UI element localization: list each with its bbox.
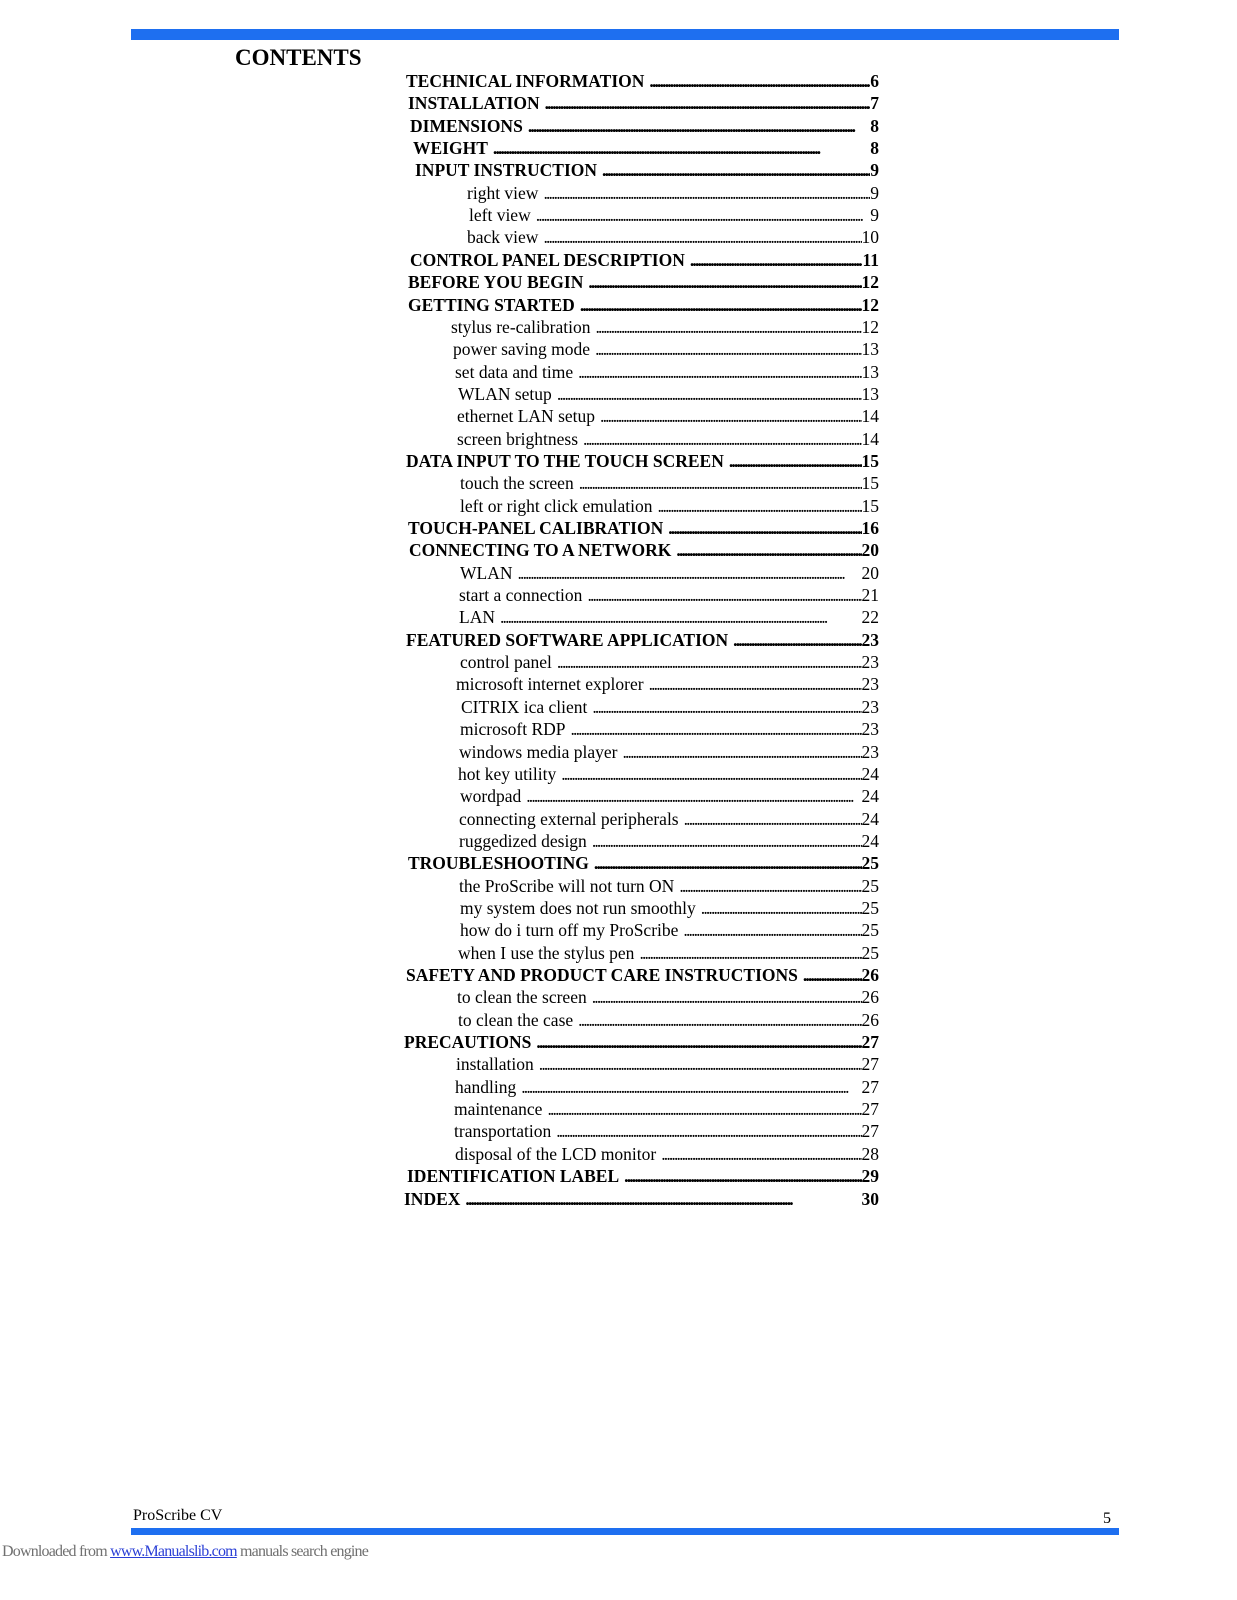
contents-heading: CONTENTS bbox=[235, 45, 362, 70]
toc-entry-page: 23 bbox=[861, 741, 879, 762]
toc-dot-leader bbox=[594, 852, 862, 874]
toc-entry-page: 16 bbox=[861, 518, 879, 538]
toc-dot-leader bbox=[624, 1165, 861, 1187]
toc-dot-leader bbox=[733, 629, 861, 651]
toc-dot-leader bbox=[639, 942, 861, 964]
toc-entry-title: LAN bbox=[459, 607, 495, 628]
toc-entry[interactable] bbox=[410, 249, 879, 271]
toc-entry-title: IDENTIFICATION LABEL bbox=[407, 1166, 620, 1187]
toc-entry[interactable] bbox=[406, 964, 879, 986]
toc-entry-title: DATA INPUT TO THE TOUCH SCREEN bbox=[406, 450, 724, 471]
toc-entry[interactable] bbox=[458, 942, 879, 964]
toc-entry[interactable] bbox=[461, 696, 879, 718]
toc-dot-leader bbox=[649, 673, 862, 695]
toc-dot-leader bbox=[729, 450, 862, 472]
toc-entry-title: to clean the case bbox=[458, 1009, 574, 1030]
footer-page-number: 5 bbox=[1103, 1510, 1111, 1527]
toc-entry[interactable] bbox=[460, 495, 879, 517]
toc-dot-leader bbox=[500, 606, 862, 628]
toc-dot-leader bbox=[539, 1053, 862, 1075]
toc-entry[interactable] bbox=[455, 1076, 879, 1098]
toc-entry[interactable] bbox=[459, 875, 879, 897]
toc-dot-leader bbox=[580, 294, 862, 316]
toc-entry[interactable] bbox=[460, 919, 879, 941]
toc-dot-leader bbox=[595, 338, 861, 360]
toc-dot-leader bbox=[583, 428, 861, 450]
toc-entry-page: 24 bbox=[861, 830, 879, 851]
toc-entry[interactable] bbox=[408, 294, 879, 316]
toc-entry[interactable] bbox=[458, 763, 879, 785]
toc-dot-leader bbox=[547, 1098, 861, 1120]
toc-entry-page: 23 bbox=[861, 652, 879, 673]
toc-entry-title: ethernet LAN setup bbox=[457, 406, 596, 427]
toc-entry-title: SAFETY AND PRODUCT CARE INSTRUCTIONS bbox=[406, 965, 798, 985]
toc-entry-page: 9 bbox=[870, 160, 879, 181]
toc-entry-page: 12 bbox=[861, 316, 879, 337]
toc-entry[interactable] bbox=[408, 517, 879, 539]
toc-dot-leader bbox=[465, 1188, 861, 1210]
toc-entry-title: BEFORE YOU BEGIN bbox=[408, 272, 584, 293]
toc-entry-title: INPUT INSTRUCTION bbox=[415, 160, 598, 181]
toc-entry[interactable] bbox=[457, 428, 879, 450]
toc-dot-leader bbox=[679, 875, 861, 897]
toc-dot-leader bbox=[649, 70, 870, 92]
toc-entry-page: 6 bbox=[870, 71, 879, 91]
toc-entry-title: INSTALLATION bbox=[408, 93, 540, 114]
toc-dot-leader bbox=[661, 1143, 861, 1165]
toc-entry-page: 23 bbox=[861, 674, 879, 695]
toc-entry[interactable] bbox=[469, 204, 879, 226]
header-rule bbox=[131, 29, 1119, 40]
toc-entry-page: 30 bbox=[861, 1188, 879, 1209]
toc-entry-title: set data and time bbox=[455, 361, 574, 382]
toc-entry[interactable] bbox=[459, 584, 879, 606]
toc-entry[interactable] bbox=[406, 450, 879, 472]
toc-entry-title: back view bbox=[467, 227, 539, 248]
toc-entry-title: TECHNICAL INFORMATION bbox=[406, 71, 645, 91]
toc-entry-page: 20 bbox=[861, 540, 879, 561]
toc-entry-page: 26 bbox=[861, 987, 879, 1008]
toc-entry-page: 12 bbox=[861, 272, 879, 293]
toc-entry[interactable] bbox=[456, 673, 879, 695]
toc-dot-leader bbox=[592, 830, 862, 852]
toc-entry[interactable] bbox=[457, 986, 879, 1008]
toc-entry-page: 24 bbox=[861, 786, 879, 807]
toc-entry[interactable] bbox=[406, 70, 879, 92]
toc-entry-title: right view bbox=[467, 182, 539, 203]
toc-dot-leader bbox=[543, 182, 870, 204]
toc-entry[interactable] bbox=[455, 1143, 879, 1165]
toc-entry-title: wordpad bbox=[460, 786, 522, 807]
toc-entry-title: CONNECTING TO A NETWORK bbox=[409, 540, 672, 561]
toc-entry[interactable] bbox=[454, 1098, 879, 1120]
toc-entry[interactable] bbox=[459, 741, 879, 763]
toc-entry-title: hot key utility bbox=[458, 763, 557, 784]
toc-entry-title: transportation bbox=[454, 1121, 552, 1142]
toc-entry[interactable] bbox=[460, 718, 879, 740]
toc-entry-title: windows media player bbox=[459, 741, 618, 762]
toc-entry-title: microsoft RDP bbox=[460, 719, 566, 740]
toc-dot-leader bbox=[521, 1076, 861, 1098]
toc-entry-page: 25 bbox=[861, 875, 879, 896]
toc-dot-leader bbox=[578, 1009, 861, 1031]
toc-dot-leader bbox=[683, 919, 861, 941]
toc-entry[interactable] bbox=[460, 897, 879, 919]
toc-entry-title: WEIGHT bbox=[413, 138, 488, 159]
toc-dot-leader bbox=[622, 741, 861, 763]
toc-entry-page: 27 bbox=[861, 1032, 879, 1053]
toc-entry-title: maintenance bbox=[454, 1099, 543, 1120]
toc-entry[interactable] bbox=[404, 1188, 879, 1210]
toc-dot-leader bbox=[668, 517, 861, 539]
toc-entry-title: TROUBLESHOOTING bbox=[408, 853, 589, 874]
toc-dot-leader bbox=[545, 92, 871, 114]
toc-entry-page: 11 bbox=[862, 249, 879, 270]
toc-entry-page: 23 bbox=[861, 696, 879, 717]
download-notice-suffix: manuals search engine bbox=[236, 1543, 369, 1560]
toc-entry[interactable] bbox=[415, 159, 879, 181]
toc-entry-page: 8 bbox=[870, 115, 879, 136]
toc-dot-leader bbox=[571, 718, 862, 740]
toc-entry-title: when I use the stylus pen bbox=[458, 942, 635, 963]
download-notice-prefix: Downloaded from bbox=[2, 1543, 111, 1560]
toc-entry-title: stylus re-calibration bbox=[451, 316, 591, 337]
toc-entry-title: GETTING STARTED bbox=[408, 294, 575, 315]
toc-entry-title: how do i turn off my ProScribe bbox=[460, 920, 679, 941]
toc-dot-leader bbox=[543, 226, 861, 248]
toc-entry-title: handling bbox=[455, 1076, 517, 1097]
toc-dot-leader bbox=[587, 584, 861, 606]
toc-entry[interactable] bbox=[460, 651, 879, 673]
toc-dot-leader bbox=[556, 1120, 861, 1142]
toc-entry[interactable] bbox=[455, 361, 879, 383]
toc-entry[interactable] bbox=[459, 830, 879, 852]
toc-entry-page: 21 bbox=[861, 585, 879, 606]
download-notice bbox=[2, 1542, 368, 1562]
toc-entry-page: 14 bbox=[861, 428, 879, 449]
toc-entry-title: disposal of the LCD monitor bbox=[455, 1143, 657, 1164]
toc-entry[interactable] bbox=[406, 629, 879, 651]
toc-entry-page: 20 bbox=[861, 562, 879, 583]
toc-entry-title: start a connection bbox=[459, 585, 583, 606]
toc-dot-leader bbox=[588, 271, 861, 293]
toc-entry-page: 23 bbox=[861, 719, 879, 740]
toc-entry[interactable] bbox=[459, 808, 879, 830]
toc-entry-title: WLAN setup bbox=[458, 383, 552, 404]
toc-dot-leader bbox=[803, 964, 862, 986]
toc-dot-leader bbox=[602, 159, 870, 181]
toc-dot-leader bbox=[595, 316, 861, 338]
toc-entry[interactable] bbox=[460, 472, 879, 494]
toc-entry-page: 13 bbox=[861, 383, 879, 404]
toc-dot-leader bbox=[578, 361, 861, 383]
toc-entry[interactable] bbox=[451, 316, 879, 338]
toc-entry-title: microsoft internet explorer bbox=[456, 674, 644, 695]
toc-entry[interactable] bbox=[460, 785, 879, 807]
toc-entry-page: 24 bbox=[861, 808, 879, 829]
toc-entry[interactable] bbox=[454, 1120, 879, 1142]
toc-entry-title: WLAN bbox=[460, 562, 513, 583]
toc-entry-title: PRECAUTIONS bbox=[404, 1032, 532, 1053]
toc-dot-leader bbox=[676, 539, 861, 561]
toc-entry[interactable] bbox=[460, 562, 879, 584]
toc-dot-leader bbox=[526, 785, 861, 807]
toc-entry-title: connecting external peripherals bbox=[459, 808, 679, 829]
toc-dot-leader bbox=[690, 249, 863, 271]
toc-entry-page: 15 bbox=[861, 473, 879, 494]
footer-rule bbox=[131, 1528, 1119, 1535]
toc-entry-page: 15 bbox=[861, 450, 879, 471]
toc-entry[interactable] bbox=[409, 539, 879, 561]
toc-entry-page: 23 bbox=[861, 629, 879, 650]
toc-entry-title: FEATURED SOFTWARE APPLICATION bbox=[406, 629, 729, 650]
toc-dot-leader bbox=[536, 1031, 861, 1053]
toc-entry[interactable] bbox=[407, 1165, 879, 1187]
toc-entry[interactable] bbox=[467, 226, 879, 248]
toc-entry-title: to clean the screen bbox=[457, 987, 587, 1008]
toc-entry-title: left or right click emulation bbox=[460, 495, 653, 516]
toc-entry-page: 29 bbox=[861, 1166, 879, 1187]
toc-entry-page: 9 bbox=[870, 205, 879, 226]
toc-entry-title: TOUCH-PANEL CALIBRATION bbox=[408, 518, 664, 538]
toc-entry-page: 26 bbox=[861, 1009, 879, 1030]
toc-entry-page: 25 bbox=[861, 920, 879, 941]
toc-entry-page: 27 bbox=[861, 1121, 879, 1142]
toc-entry-page: 27 bbox=[861, 1054, 879, 1075]
toc-entry-page: 13 bbox=[861, 361, 879, 382]
toc-entry[interactable] bbox=[457, 405, 879, 427]
toc-dot-leader bbox=[517, 562, 861, 584]
toc-entry-title: power saving mode bbox=[453, 339, 591, 360]
toc-entry[interactable] bbox=[404, 1031, 879, 1053]
manualslib-link[interactable]: www.Manualslib.com bbox=[110, 1543, 237, 1560]
toc-dot-leader bbox=[561, 763, 861, 785]
toc-entry-title: my system does not run smoothly bbox=[460, 897, 696, 918]
toc-entry-title: ruggedized design bbox=[459, 830, 587, 851]
toc-entry-page: 25 bbox=[861, 897, 879, 918]
toc-entry-page: 26 bbox=[861, 965, 879, 985]
toc-entry[interactable] bbox=[413, 137, 879, 159]
toc-entry-title: CITRIX ica client bbox=[461, 696, 588, 717]
toc-entry[interactable] bbox=[459, 606, 879, 628]
toc-entry[interactable] bbox=[456, 1053, 879, 1075]
toc-dot-leader bbox=[701, 897, 862, 919]
toc-dot-leader bbox=[657, 495, 861, 517]
toc-entry[interactable] bbox=[408, 92, 879, 114]
toc-entry-page: 22 bbox=[861, 607, 879, 628]
toc-entry[interactable] bbox=[458, 1009, 879, 1031]
toc-dot-leader bbox=[592, 696, 861, 718]
toc-entry-page: 28 bbox=[861, 1143, 879, 1164]
toc-entry-title: DIMENSIONS bbox=[410, 115, 523, 136]
toc-entry-page: 7 bbox=[870, 93, 879, 114]
toc-entry-title: control panel bbox=[460, 652, 552, 673]
toc-entry-title: left view bbox=[469, 205, 531, 226]
toc-entry-page: 15 bbox=[861, 495, 879, 516]
toc-entry-page: 12 bbox=[861, 294, 879, 315]
toc-entry-page: 27 bbox=[861, 1076, 879, 1097]
toc-entry-page: 8 bbox=[870, 138, 879, 159]
toc-entry-page: 10 bbox=[861, 227, 879, 248]
toc-dot-leader bbox=[493, 137, 870, 159]
toc-entry-page: 25 bbox=[861, 853, 879, 874]
toc-entry-title: INDEX bbox=[404, 1188, 461, 1209]
toc-dot-leader bbox=[592, 986, 862, 1008]
toc-entry[interactable] bbox=[467, 182, 879, 204]
toc-entry-title: screen brightness bbox=[457, 428, 579, 449]
toc-dot-leader bbox=[600, 405, 861, 427]
toc-entry-title: touch the screen bbox=[460, 473, 574, 494]
toc-entry-page: 27 bbox=[861, 1099, 879, 1120]
toc-dot-leader bbox=[536, 204, 871, 226]
toc-dot-leader bbox=[528, 115, 870, 137]
toc-entry-title: the ProScribe will not turn ON bbox=[459, 875, 675, 896]
toc-dot-leader bbox=[557, 651, 862, 673]
toc-entry[interactable] bbox=[408, 852, 879, 874]
toc-entry[interactable] bbox=[458, 383, 879, 405]
toc-dot-leader bbox=[579, 472, 862, 494]
toc-entry[interactable] bbox=[408, 271, 879, 293]
toc-entry-page: 14 bbox=[861, 406, 879, 427]
toc-entry-page: 25 bbox=[861, 942, 879, 963]
toc-entry[interactable] bbox=[453, 338, 879, 360]
toc-entry-title: CONTROL PANEL DESCRIPTION bbox=[410, 249, 685, 270]
toc-dot-leader bbox=[684, 808, 862, 830]
toc-entry-page: 13 bbox=[861, 339, 879, 360]
toc-entry[interactable] bbox=[410, 115, 879, 137]
footer-product-name: ProScribe CV bbox=[133, 1507, 223, 1524]
toc-dot-leader bbox=[557, 383, 862, 405]
toc-entry-page: 24 bbox=[861, 763, 879, 784]
toc-entry-page: 9 bbox=[870, 182, 879, 203]
toc-entry-title: installation bbox=[456, 1054, 534, 1075]
